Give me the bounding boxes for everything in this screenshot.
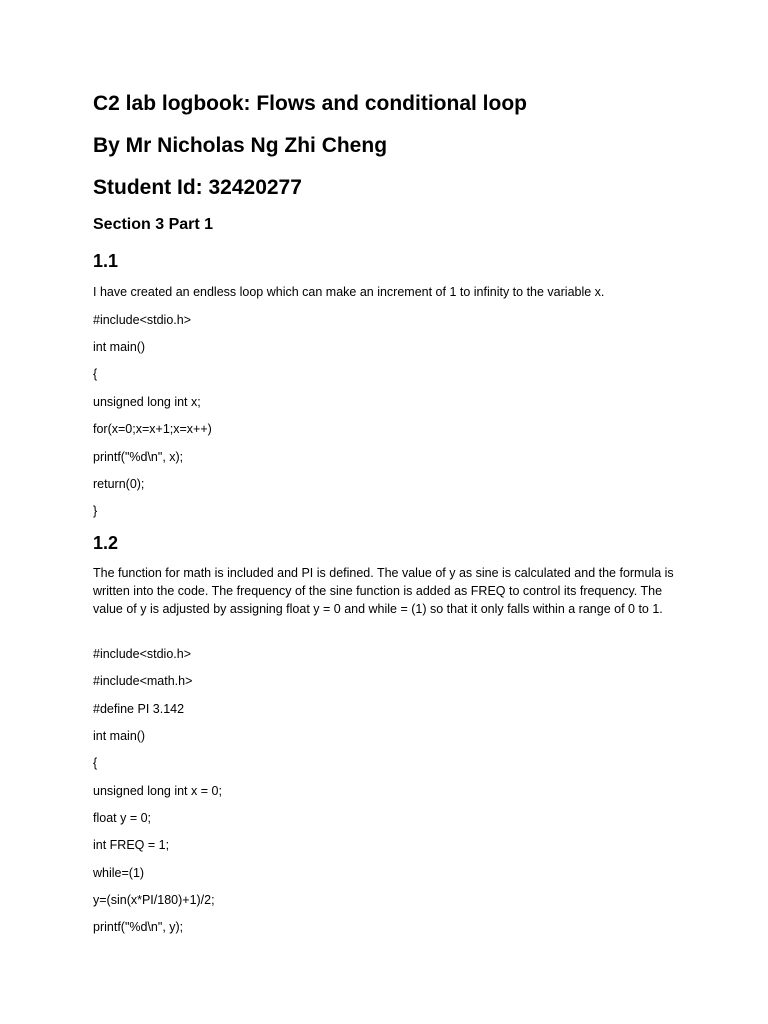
document-title: C2 lab logbook: Flows and conditional loop: [93, 92, 527, 115]
code-line: y=(sin(x*PI/180)+1)/2;: [93, 893, 215, 907]
code-line: #include<stdio.h>: [93, 313, 191, 327]
section-heading: Section 3 Part 1: [93, 216, 214, 233]
student-id-line: Student Id: 32420277: [93, 176, 302, 199]
code-line: int FREQ = 1;: [93, 838, 170, 852]
code-line: while=(1): [93, 866, 145, 880]
code-line: #include<stdio.h>: [93, 647, 191, 661]
code-line: return(0);: [93, 477, 145, 491]
description-1-2: The function for math is included and PI is defined. The value of y as sine is calculated and the formula is written into the code. The frequency of the sine function is added as FREQ to control its frequency. The value of y is adjusted by assigning float y = 0 and while = (1) so that it only falls within a range of 0 to 1.: [93, 566, 674, 616]
subsection-heading-1-1: 1.1: [93, 251, 119, 271]
code-line: unsigned long int x = 0;: [93, 784, 222, 798]
code-line: int main(): [93, 729, 146, 743]
code-line: unsigned long int x;: [93, 395, 201, 409]
code-line: {: [93, 756, 98, 770]
description-1-1: I have created an endless loop which can make an increment of 1 to infinity to the variable x.: [93, 285, 605, 299]
code-line: float y = 0;: [93, 811, 152, 825]
code-line: printf("%d\n", y);: [93, 920, 184, 934]
code-line: printf("%d\n", x);: [93, 450, 184, 464]
code-line: {: [93, 367, 98, 381]
code-line: #include<math.h>: [93, 674, 193, 688]
code-line: int main(): [93, 340, 146, 354]
code-line: for(x=0;x=x+1;x=x++): [93, 422, 212, 436]
author-line: By Mr Nicholas Ng Zhi Cheng: [93, 134, 388, 157]
code-line: }: [93, 504, 98, 518]
code-line: #define PI 3.142: [93, 702, 185, 716]
subsection-heading-1-2: 1.2: [93, 533, 119, 553]
